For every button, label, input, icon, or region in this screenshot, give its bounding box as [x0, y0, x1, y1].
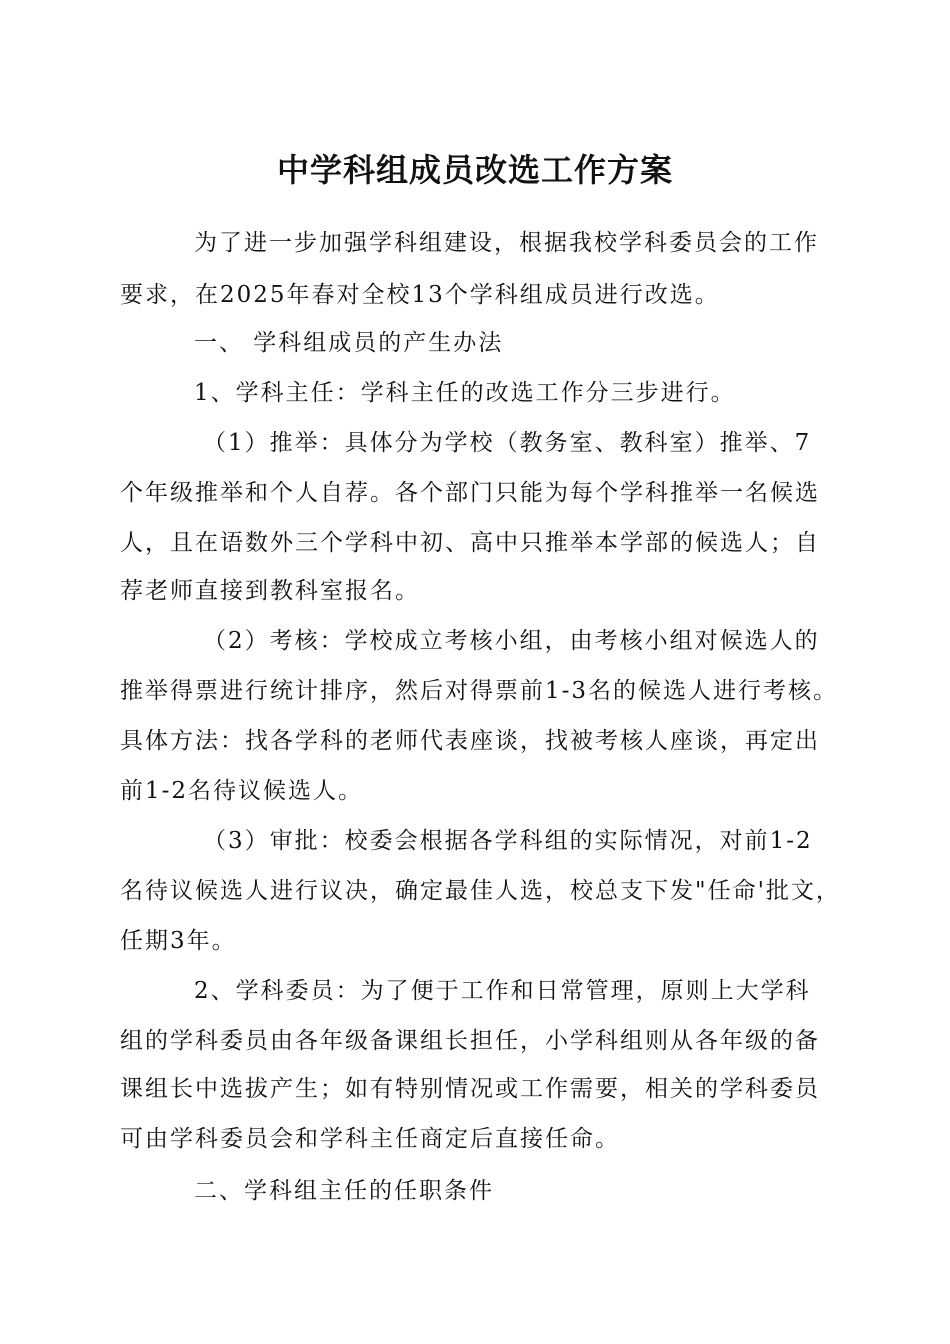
paragraph-line: 任期3年。 [120, 928, 237, 954]
paragraph-line: 可由学科委员会和学科主任商定后直接任命。 [120, 1126, 620, 1152]
paragraph-line: 人，且在语数外三个学科中初、高中只推举本学部的候选人；自 [120, 530, 820, 556]
section-heading: 一、 学科组成员的产生办法 [194, 330, 504, 356]
paragraph-line: 要求，在2025年春对全校13个学科组成员进行改选。 [120, 282, 720, 308]
paragraph-line: 前1-2名待议候选人。 [120, 778, 364, 804]
paragraph-line: 为了进一步加强学科组建设，根据我校学科委员会的工作 [194, 230, 819, 256]
paragraph-line: 具体方法：找各学科的老师代表座谈，找被考核人座谈，再定出 [120, 728, 820, 754]
paragraph-line: 2、学科委员：为了便于工作和日常管理，原则上大学科 [194, 978, 811, 1004]
document-title: 中学科组成员改选工作方案 [276, 151, 673, 189]
paragraph-line: 推举得票进行统计排序，然后对得票前1-3名的候选人进行考核。 [120, 678, 839, 704]
paragraph-line: （1）推举：具体分为学校（教务室、教科室）推举、7 [203, 430, 812, 456]
paragraph-line: （3）审批：校委会根据各学科组的实际情况，对前1-2 [203, 828, 813, 854]
paragraph-line: （2）考核：学校成立考核小组，由考核小组对候选人的 [203, 628, 820, 654]
section-heading: 二、学科组主任的任职条件 [194, 1178, 494, 1204]
paragraph-line: 名待议候选人进行议决，确定最佳人选，校总支下发"任命'批文， [120, 878, 841, 904]
paragraph-line: 1、学科主任：学科主任的改选工作分三步进行。 [194, 380, 736, 406]
paragraph-line: 个年级推举和个人自荐。各个部门只能为每个学科推举一名候选 [120, 480, 820, 506]
paragraph-line: 荐老师直接到教科室报名。 [120, 578, 420, 604]
paragraph-line: 组的学科委员由各年级备课组长担任，小学科组则从各年级的备 [120, 1028, 820, 1054]
paragraph-line: 课组长中选拔产生；如有特别情况或工作需要，相关的学科委员 [120, 1076, 820, 1102]
